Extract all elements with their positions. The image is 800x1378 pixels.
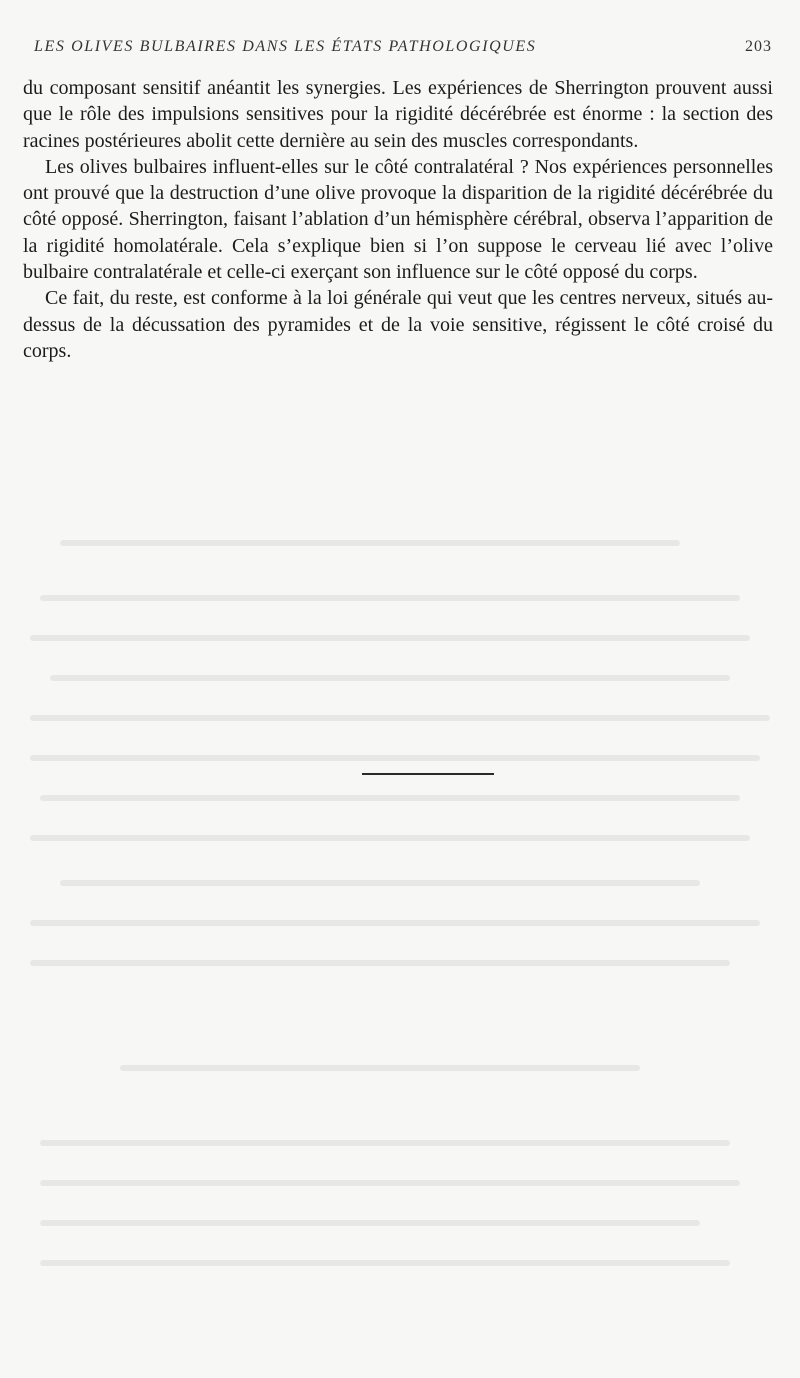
show-through-texture: [0, 500, 800, 1378]
paragraph-3: Ce fait, du reste, est conforme à la loi générale qui veut que les centres nerveux, situés au-dessus de la décussation des pyramides et de la voie sensitive, régissent le côté croisé du corps.: [23, 287, 773, 362]
running-head: LES OLIVES BULBAIRES DANS LES ÉTATS PATHOLOGIQUES: [34, 38, 537, 55]
paragraph-2: Les olives bulbaires influent-elles sur le côté contralatéral ? Nos expériences personnelles ont prouvé que la destruction d’une olive provoque la disparition de la rigidité décérébrée du côté opposé. Sherrington, faisant l’ablation d’un hémisphère cérébral, observa l’apparition de la rigidité homolatérale. Cela s’explique bien si l’on suppose le cerveau lié avec l’olive bulbaire contralatérale et celle-ci exerçant son influence sur le côté opposé du corps.: [23, 155, 773, 284]
paragraph-1: du composant sensitif anéantit les synergies. Les expériences de Sherrington prouvent aussi que le rôle des impulsions sensitives pour la rigidité décérébrée est énorme : la section des racines postérieures abolit cette dernière au sein des muscles correspondants.: [23, 77, 773, 152]
page-header: [34, 38, 772, 62]
page-number: 203: [745, 38, 772, 55]
body-text: [23, 75, 773, 364]
section-separator-rule: [362, 773, 494, 775]
